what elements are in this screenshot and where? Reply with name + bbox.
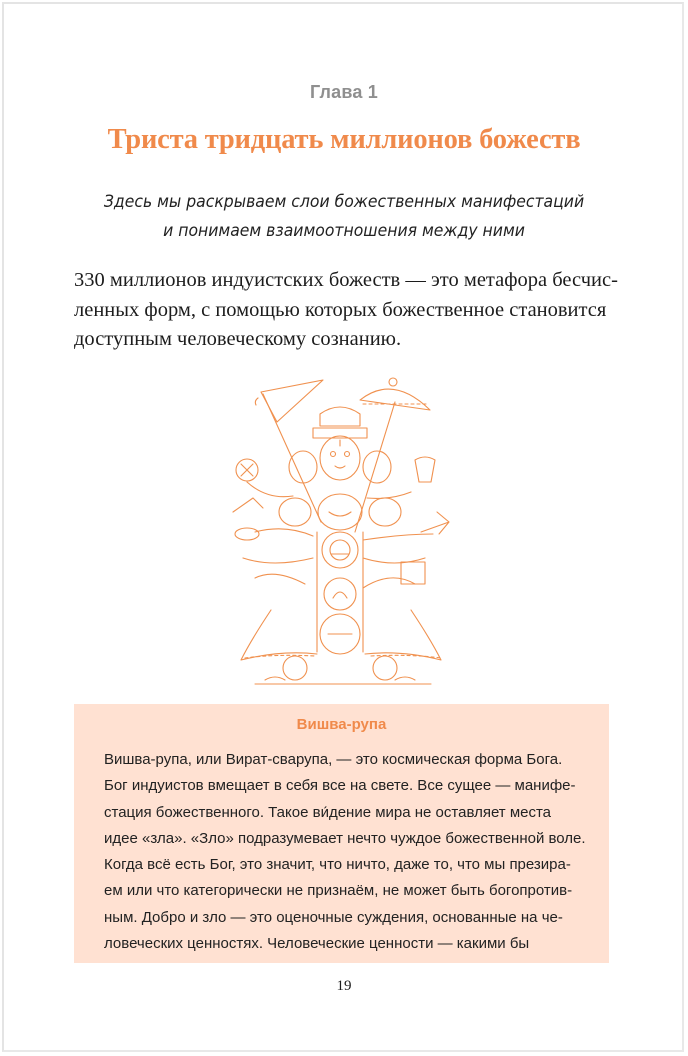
deity-drawing-icon — [225, 372, 461, 690]
sidebar-line: стация божественного. Такое ви́дение мира не оставляет места — [104, 803, 552, 821]
lead-line: 330 миллионов индуистских божеств — это метафора бесчис- — [74, 269, 618, 291]
sidebar-line: Вишва-рупа, или Вират-сварупа, — это космическая форма Бога. — [104, 751, 563, 768]
sidebar-title: Вишва-рупа — [296, 716, 387, 733]
sidebar-line: ным. Добро и зло — это оценочные суждения, основанные на че- — [104, 908, 563, 926]
sidebar-line: Бог индуистов вмещает в себя все на свете. Все сущее — манифе- — [104, 777, 576, 795]
sidebar-line: идее «зла». «Зло» подразумевает нечто чуждое божественной воле. — [104, 829, 586, 847]
chapter-title: Триста тридцать миллионов божеств — [107, 124, 581, 155]
vishvarupa-illustration — [225, 372, 461, 690]
lead-paragraph — [74, 266, 618, 355]
sidebar-line: ем или что категорически не признаём, не может быть богопротив- — [104, 882, 573, 900]
lead-line: ленных форм, с помощью которых божественное становится — [74, 298, 607, 321]
sidebar-line: Когда всё есть Бог, это значит, что ничто, даже то, что мы презира- — [104, 856, 571, 874]
sidebar-body — [104, 747, 594, 957]
sidebar-line: ловеческих ценностях. Человеческие ценности — какими бы — [104, 935, 530, 953]
lead-line: доступным человеческому сознанию. — [74, 328, 402, 350]
subtitle-line: и понимаем взаимоотношения между ними — [163, 221, 525, 241]
sidebar-box-vishvarupa — [74, 704, 609, 963]
chapter-subtitle — [28, 188, 661, 246]
subtitle-line: Здесь мы раскрываем слои божественных манифестаций — [103, 192, 585, 212]
chapter-label: Глава 1 — [309, 82, 378, 102]
page-number: 19 — [336, 978, 352, 994]
